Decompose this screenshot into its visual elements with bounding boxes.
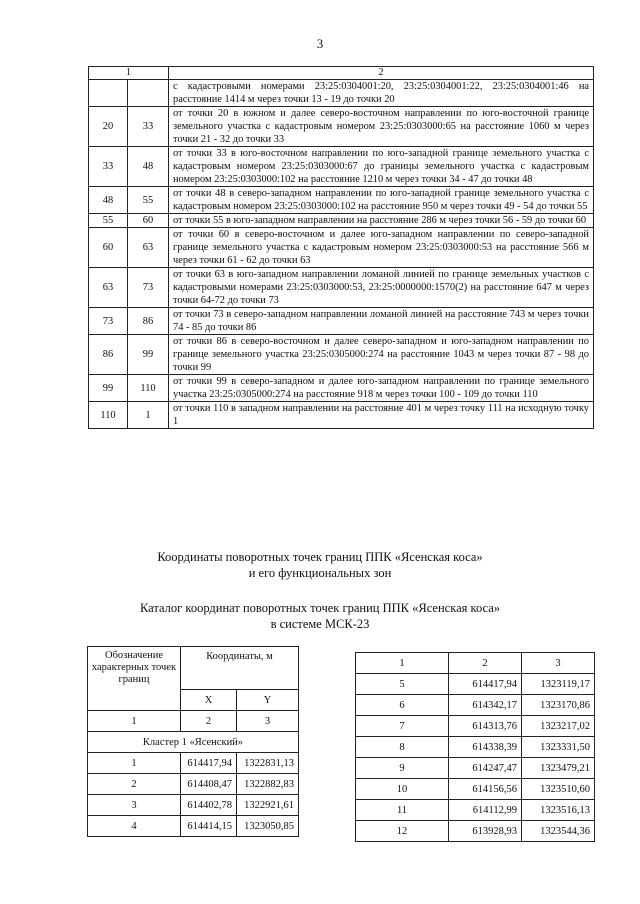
point-number: 7 <box>356 716 449 737</box>
boundary-description: от точки 99 в северо-западном и далее юго-западном направлении по границе земельного участка 23:25:0305000:274 на расстояние 918 м через точки 100 - 109 до точки 110 <box>169 375 594 402</box>
point-number: 9 <box>356 758 449 779</box>
coordinates-heading <box>0 549 640 581</box>
boundary-description: от точки 63 в юго-западном направлении ломаной линией по границе земельных участков с кадастровыми номерами 23:25:0303000:53, 23:25:0000000:1570(2) на расстояние 647 м через точки 64-72 до точки 73 <box>169 268 594 308</box>
table-row <box>89 147 594 187</box>
point-number: 3 <box>88 795 181 816</box>
from-point: 86 <box>89 335 128 375</box>
boundary-description: от точки 20 в южном и далее северо-восточном направлении по юго-восточной границе земельного участка с кадастровым номером 23:25:0303000:65 на расстояние 1060 м через точки 21 - 32 до точки 33 <box>169 107 594 147</box>
to-point: 33 <box>128 107 169 147</box>
boundary-description: от точки 73 в северо-западном направлении ломаной линией на расстояние 743 м через точки 74 - 85 до точки 86 <box>169 308 594 335</box>
coordinate-y: 1322831,13 <box>237 753 299 774</box>
coordinate-y: 1323170,86 <box>522 695 595 716</box>
table-row <box>88 816 299 837</box>
to-point: 86 <box>128 308 169 335</box>
point-number: 8 <box>356 737 449 758</box>
point-number: 5 <box>356 674 449 695</box>
coordinate-y: 1323516,13 <box>522 800 595 821</box>
point-number: 12 <box>356 821 449 842</box>
table-row <box>89 228 594 268</box>
table-row <box>356 821 595 842</box>
coordinate-x: 614417,94 <box>449 674 522 695</box>
boundary-description-table <box>88 66 594 429</box>
boundary-description: от точки 33 в юго-восточном направлении по юго-западной границе земельного участка с кадастровым номером 23:25:0303000:67 до границы земельного участка с кадастровым номером 23:25:0303000:102 на расстояние 1210 м через точки 34 - 47 до точки 48 <box>169 147 594 187</box>
to-point: 110 <box>128 375 169 402</box>
coordinate-y: 1323119,17 <box>522 674 595 695</box>
to-point: 63 <box>128 228 169 268</box>
table-row <box>89 268 594 308</box>
from-point: 99 <box>89 375 128 402</box>
coordinate-y: 1323510,60 <box>522 779 595 800</box>
point-number: 2 <box>88 774 181 795</box>
from-point: 55 <box>89 214 128 228</box>
table-row <box>89 80 594 107</box>
coordinate-x: 614247,47 <box>449 758 522 779</box>
from-point: 63 <box>89 268 128 308</box>
table-row <box>356 800 595 821</box>
table-row <box>356 758 595 779</box>
col-number: 3 <box>237 711 299 732</box>
coordinate-y: 1322882,83 <box>237 774 299 795</box>
boundary-description: от точки 110 в западном направлении на расстояние 401 м через точку 111 на исходную точку 1 <box>169 402 594 429</box>
coordinate-x: 614417,94 <box>181 753 237 774</box>
to-point: 73 <box>128 268 169 308</box>
heading-line: и его функциональных зон <box>248 566 392 580</box>
col-number: 2 <box>449 653 522 674</box>
y-header: Y <box>237 690 299 711</box>
from-point: 110 <box>89 402 128 429</box>
coordinate-y: 1323331,50 <box>522 737 595 758</box>
to-point: 99 <box>128 335 169 375</box>
coordinates-table-right <box>355 652 595 842</box>
to-point <box>128 80 169 107</box>
from-point: 73 <box>89 308 128 335</box>
from-point: 33 <box>89 147 128 187</box>
from-point: 20 <box>89 107 128 147</box>
heading-line: в системе МСК-23 <box>270 617 370 631</box>
coordinate-x: 614156,56 <box>449 779 522 800</box>
heading-line: Каталог координат поворотных точек границ ППК «Ясенская коса» <box>139 601 501 615</box>
coordinate-x: 614342,17 <box>449 695 522 716</box>
table-header-row <box>88 647 299 690</box>
col-number: 3 <box>522 653 595 674</box>
boundary-description: от точки 86 в северо-восточном и далее северо-западном и юго-западном направлении по границе земельного участка 23:25:0305000:274 на расстояние 1043 м через точки 87 - 98 до точки 99 <box>169 335 594 375</box>
from-point: 48 <box>89 187 128 214</box>
coordinate-y: 1323479,21 <box>522 758 595 779</box>
to-point: 1 <box>128 402 169 429</box>
from-point: 60 <box>89 228 128 268</box>
coordinate-y: 1323217,02 <box>522 716 595 737</box>
cluster-row <box>88 732 299 753</box>
point-number: 4 <box>88 816 181 837</box>
page-number: 3 <box>316 36 324 51</box>
table-row <box>89 402 594 429</box>
to-point: 60 <box>128 214 169 228</box>
coordinates-header: Координаты, м <box>181 647 299 690</box>
coordinate-x: 614408,47 <box>181 774 237 795</box>
header-col-1: 1 <box>89 67 169 80</box>
coordinate-x: 614112,99 <box>449 800 522 821</box>
table-row <box>89 335 594 375</box>
table-row <box>89 187 594 214</box>
col-number: 1 <box>356 653 449 674</box>
point-number: 11 <box>356 800 449 821</box>
point-number: 1 <box>88 753 181 774</box>
boundary-description: с кадастровыми номерами 23:25:0304001:20, 23:25:0304001:22, 23:25:0304001:46 на расстояние 1414 м через точки 13 - 19 до точки 20 <box>169 80 594 107</box>
x-header: X <box>181 690 237 711</box>
table-row <box>89 308 594 335</box>
cluster-label: Кластер 1 «Ясенский» <box>88 732 299 753</box>
coordinate-x: 613928,93 <box>449 821 522 842</box>
header-col-2: 2 <box>169 67 594 80</box>
coordinate-x: 614313,76 <box>449 716 522 737</box>
coordinate-y: 1323544,36 <box>522 821 595 842</box>
table-row <box>88 753 299 774</box>
coordinate-y: 1323050,85 <box>237 816 299 837</box>
coordinates-table-left <box>87 646 299 837</box>
point-number: 6 <box>356 695 449 716</box>
table-row <box>356 674 595 695</box>
boundary-description: от точки 60 в северо-восточном и далее юго-западном направлении по северо-западной границе земельного участка с кадастровым номером 23:25:0303000:53 на расстояние 566 м через точки 61 - 62 до точки 63 <box>169 228 594 268</box>
to-point: 48 <box>128 147 169 187</box>
boundary-description: от точки 48 в северо-западном направлении по юго-западной границе земельного участка с кадастровым номером 23:25:0303000:102 на расстояние 950 м через точки 49 - 54 до точки 55 <box>169 187 594 214</box>
to-point: 55 <box>128 187 169 214</box>
table-row <box>356 779 595 800</box>
table-row <box>88 795 299 816</box>
point-number: 10 <box>356 779 449 800</box>
catalog-heading <box>0 600 640 632</box>
table-row <box>89 214 594 228</box>
column-number-row <box>356 653 595 674</box>
table-row <box>89 107 594 147</box>
table-header-row <box>89 67 594 80</box>
coordinate-y: 1322921,61 <box>237 795 299 816</box>
designation-header: Обозначение характерных точек границ <box>88 647 181 711</box>
column-number-row <box>88 711 299 732</box>
coordinate-x: 614338,39 <box>449 737 522 758</box>
table-row <box>356 737 595 758</box>
boundary-description: от точки 55 в юго-западном направлении на расстояние 286 м через точки 56 - 59 до точки 60 <box>169 214 594 228</box>
coordinate-x: 614402,78 <box>181 795 237 816</box>
from-point <box>89 80 128 107</box>
table-row <box>356 716 595 737</box>
heading-line: Координаты поворотных точек границ ППК «Ясенская коса» <box>157 550 483 564</box>
coordinate-x: 614414,15 <box>181 816 237 837</box>
table-row <box>88 774 299 795</box>
col-number: 1 <box>88 711 181 732</box>
table-row <box>89 375 594 402</box>
col-number: 2 <box>181 711 237 732</box>
table-row <box>356 695 595 716</box>
